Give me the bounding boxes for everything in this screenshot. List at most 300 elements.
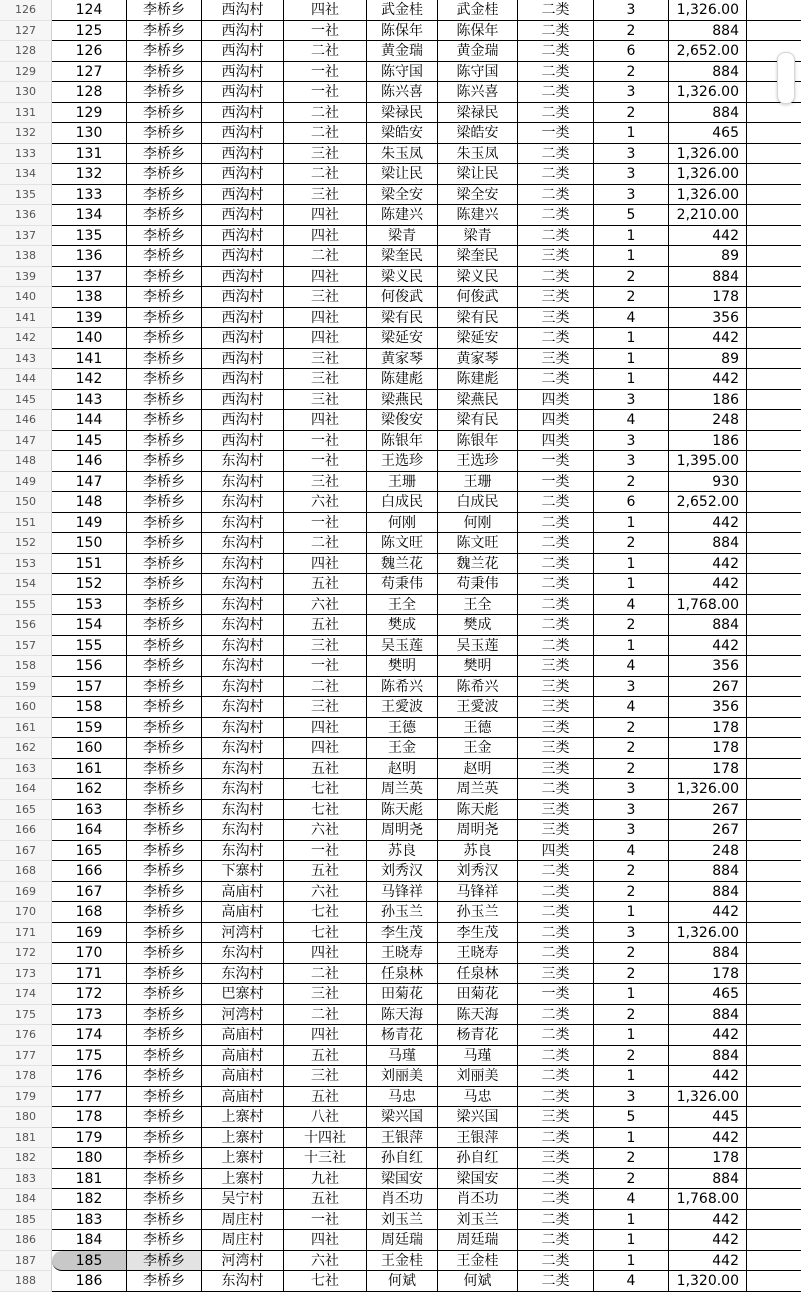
row-number-cell[interactable]: 141 — [52, 349, 127, 370]
table-row[interactable] — [0, 533, 801, 554]
amount-cell[interactable]: 884 — [669, 267, 747, 288]
category-cell[interactable]: 二类 — [518, 882, 594, 903]
row-header[interactable]: 129 — [0, 62, 52, 83]
category-cell[interactable]: 三类 — [518, 287, 594, 308]
empty-cell[interactable] — [747, 308, 801, 329]
payee-cell[interactable]: 何斌 — [438, 1271, 518, 1292]
village-cell[interactable]: 高庙村 — [202, 1046, 284, 1067]
count-cell[interactable]: 1 — [594, 349, 669, 370]
count-cell[interactable]: 1 — [594, 1210, 669, 1231]
village-cell[interactable]: 西沟村 — [202, 431, 284, 452]
empty-cell[interactable] — [747, 369, 801, 390]
payee-cell[interactable]: 任泉林 — [438, 964, 518, 985]
category-cell[interactable]: 二类 — [518, 533, 594, 554]
payee-cell[interactable]: 白成民 — [438, 492, 518, 513]
table-row[interactable] — [0, 369, 801, 390]
township-cell[interactable]: 李桥乡 — [127, 267, 202, 288]
amount-cell[interactable]: 884 — [669, 21, 747, 42]
count-cell[interactable]: 6 — [594, 492, 669, 513]
village-cell[interactable]: 东沟村 — [202, 492, 284, 513]
count-cell[interactable]: 4 — [594, 1189, 669, 1210]
category-cell[interactable]: 二类 — [518, 1271, 594, 1292]
name-cell[interactable]: 赵明 — [367, 759, 438, 780]
row-header[interactable]: 182 — [0, 1148, 52, 1169]
row-header[interactable]: 187 — [0, 1251, 52, 1272]
name-cell[interactable]: 王金桂 — [367, 1251, 438, 1272]
village-cell[interactable]: 高庙村 — [202, 1087, 284, 1108]
amount-cell[interactable]: 884 — [669, 882, 747, 903]
payee-cell[interactable]: 马瑾 — [438, 1046, 518, 1067]
empty-cell[interactable] — [747, 103, 801, 124]
group-cell[interactable]: 六社 — [284, 1251, 367, 1272]
row-number-cell[interactable]: 175 — [52, 1046, 127, 1067]
table-row[interactable] — [0, 738, 801, 759]
group-cell[interactable]: 五社 — [284, 574, 367, 595]
amount-cell[interactable]: 178 — [669, 287, 747, 308]
category-cell[interactable]: 二类 — [518, 62, 594, 83]
row-header[interactable]: 169 — [0, 882, 52, 903]
payee-cell[interactable]: 陈天彪 — [438, 800, 518, 821]
township-cell[interactable]: 李桥乡 — [127, 595, 202, 616]
name-cell[interactable]: 梁义民 — [367, 267, 438, 288]
amount-cell[interactable]: 89 — [669, 349, 747, 370]
row-header[interactable]: 144 — [0, 369, 52, 390]
township-cell[interactable]: 李桥乡 — [127, 410, 202, 431]
row-number-cell[interactable]: 181 — [52, 1169, 127, 1190]
group-cell[interactable]: 二社 — [284, 533, 367, 554]
row-header[interactable]: 173 — [0, 964, 52, 985]
group-cell[interactable]: 五社 — [284, 1087, 367, 1108]
village-cell[interactable]: 西沟村 — [202, 328, 284, 349]
empty-cell[interactable] — [747, 472, 801, 493]
village-cell[interactable]: 西沟村 — [202, 62, 284, 83]
row-number-cell[interactable]: 130 — [52, 123, 127, 144]
group-cell[interactable]: 四社 — [284, 738, 367, 759]
row-header[interactable]: 166 — [0, 820, 52, 841]
row-number-cell[interactable]: 183 — [52, 1210, 127, 1231]
payee-cell[interactable]: 周廷瑞 — [438, 1230, 518, 1251]
category-cell[interactable]: 二类 — [518, 226, 594, 247]
payee-cell[interactable]: 王德 — [438, 718, 518, 739]
township-cell[interactable]: 李桥乡 — [127, 820, 202, 841]
count-cell[interactable]: 2 — [594, 738, 669, 759]
amount-cell[interactable]: 465 — [669, 123, 747, 144]
township-cell[interactable]: 李桥乡 — [127, 349, 202, 370]
amount-cell[interactable]: 884 — [669, 1169, 747, 1190]
township-cell[interactable]: 李桥乡 — [127, 1251, 202, 1272]
amount-cell[interactable]: 267 — [669, 800, 747, 821]
table-row[interactable] — [0, 1005, 801, 1026]
name-cell[interactable]: 吴玉莲 — [367, 636, 438, 657]
township-cell[interactable]: 李桥乡 — [127, 677, 202, 698]
table-row[interactable] — [0, 677, 801, 698]
township-cell[interactable]: 李桥乡 — [127, 902, 202, 923]
group-cell[interactable]: 七社 — [284, 800, 367, 821]
empty-cell[interactable] — [747, 841, 801, 862]
row-header[interactable]: 142 — [0, 328, 52, 349]
table-row[interactable] — [0, 82, 801, 103]
row-header[interactable]: 137 — [0, 226, 52, 247]
amount-cell[interactable]: 445 — [669, 1107, 747, 1128]
township-cell[interactable]: 李桥乡 — [127, 574, 202, 595]
table-row[interactable] — [0, 513, 801, 534]
name-cell[interactable]: 梁青 — [367, 226, 438, 247]
amount-cell[interactable]: 1,320.00 — [669, 1271, 747, 1292]
empty-cell[interactable] — [747, 1087, 801, 1108]
group-cell[interactable]: 三社 — [284, 349, 367, 370]
table-row[interactable] — [0, 328, 801, 349]
count-cell[interactable]: 2 — [594, 759, 669, 780]
table-row[interactable] — [0, 718, 801, 739]
empty-cell[interactable] — [747, 410, 801, 431]
village-cell[interactable]: 东沟村 — [202, 1271, 284, 1292]
table-row[interactable] — [0, 882, 801, 903]
row-header[interactable]: 126 — [0, 0, 52, 21]
row-number-cell[interactable]: 166 — [52, 861, 127, 882]
row-header[interactable]: 146 — [0, 410, 52, 431]
count-cell[interactable]: 1 — [594, 574, 669, 595]
table-row[interactable] — [0, 615, 801, 636]
group-cell[interactable]: 十四社 — [284, 1128, 367, 1149]
empty-cell[interactable] — [747, 328, 801, 349]
village-cell[interactable]: 西沟村 — [202, 82, 284, 103]
count-cell[interactable]: 2 — [594, 21, 669, 42]
table-row[interactable] — [0, 656, 801, 677]
row-header[interactable]: 130 — [0, 82, 52, 103]
row-number-cell[interactable]: 147 — [52, 472, 127, 493]
village-cell[interactable]: 西沟村 — [202, 185, 284, 206]
township-cell[interactable]: 李桥乡 — [127, 41, 202, 62]
row-number-cell[interactable]: 184 — [52, 1230, 127, 1251]
payee-cell[interactable]: 王金 — [438, 738, 518, 759]
count-cell[interactable]: 6 — [594, 41, 669, 62]
amount-cell[interactable]: 442 — [669, 1251, 747, 1272]
township-cell[interactable]: 李桥乡 — [127, 1107, 202, 1128]
payee-cell[interactable]: 陈建彪 — [438, 369, 518, 390]
table-row[interactable] — [0, 246, 801, 267]
row-number-cell[interactable]: 149 — [52, 513, 127, 534]
name-cell[interactable]: 刘秀汉 — [367, 861, 438, 882]
count-cell[interactable]: 2 — [594, 103, 669, 124]
count-cell[interactable]: 1 — [594, 123, 669, 144]
category-cell[interactable]: 三类 — [518, 1107, 594, 1128]
empty-cell[interactable] — [747, 677, 801, 698]
count-cell[interactable]: 5 — [594, 1107, 669, 1128]
empty-cell[interactable] — [747, 574, 801, 595]
village-cell[interactable]: 西沟村 — [202, 369, 284, 390]
group-cell[interactable]: 五社 — [284, 1046, 367, 1067]
village-cell[interactable]: 东沟村 — [202, 677, 284, 698]
payee-cell[interactable]: 陈文旺 — [438, 533, 518, 554]
payee-cell[interactable]: 田菊花 — [438, 984, 518, 1005]
empty-cell[interactable] — [747, 882, 801, 903]
amount-cell[interactable]: 442 — [669, 369, 747, 390]
village-cell[interactable]: 西沟村 — [202, 226, 284, 247]
group-cell[interactable]: 一社 — [284, 841, 367, 862]
table-row[interactable] — [0, 349, 801, 370]
amount-cell[interactable]: 2,652.00 — [669, 41, 747, 62]
name-cell[interactable]: 陈天彪 — [367, 800, 438, 821]
empty-cell[interactable] — [747, 697, 801, 718]
count-cell[interactable]: 4 — [594, 595, 669, 616]
row-number-cell[interactable]: 127 — [52, 62, 127, 83]
payee-cell[interactable]: 肖丕功 — [438, 1189, 518, 1210]
row-header[interactable]: 162 — [0, 738, 52, 759]
payee-cell[interactable]: 王金桂 — [438, 1251, 518, 1272]
township-cell[interactable]: 李桥乡 — [127, 369, 202, 390]
village-cell[interactable]: 西沟村 — [202, 246, 284, 267]
count-cell[interactable]: 2 — [594, 62, 669, 83]
village-cell[interactable]: 高庙村 — [202, 1025, 284, 1046]
category-cell[interactable]: 一类 — [518, 984, 594, 1005]
village-cell[interactable]: 东沟村 — [202, 759, 284, 780]
count-cell[interactable]: 4 — [594, 410, 669, 431]
row-number-cell[interactable]: 156 — [52, 656, 127, 677]
category-cell[interactable]: 二类 — [518, 1210, 594, 1231]
row-number-cell[interactable]: 162 — [52, 779, 127, 800]
row-header[interactable]: 163 — [0, 759, 52, 780]
row-number-cell[interactable]: 140 — [52, 328, 127, 349]
amount-cell[interactable]: 442 — [669, 226, 747, 247]
name-cell[interactable]: 王愛波 — [367, 697, 438, 718]
village-cell[interactable]: 东沟村 — [202, 615, 284, 636]
amount-cell[interactable]: 884 — [669, 615, 747, 636]
count-cell[interactable]: 3 — [594, 820, 669, 841]
empty-cell[interactable] — [747, 554, 801, 575]
name-cell[interactable]: 周兰英 — [367, 779, 438, 800]
township-cell[interactable]: 李桥乡 — [127, 984, 202, 1005]
count-cell[interactable]: 1 — [594, 513, 669, 534]
amount-cell[interactable]: 442 — [669, 1230, 747, 1251]
row-number-cell[interactable]: 157 — [52, 677, 127, 698]
row-number-cell[interactable]: 174 — [52, 1025, 127, 1046]
payee-cell[interactable]: 陈兴喜 — [438, 82, 518, 103]
village-cell[interactable]: 周庄村 — [202, 1230, 284, 1251]
category-cell[interactable]: 三类 — [518, 677, 594, 698]
payee-cell[interactable]: 朱玉凤 — [438, 144, 518, 165]
category-cell[interactable]: 三类 — [518, 308, 594, 329]
row-header[interactable]: 172 — [0, 943, 52, 964]
amount-cell[interactable]: 465 — [669, 984, 747, 1005]
name-cell[interactable]: 朱玉凤 — [367, 144, 438, 165]
table-row[interactable] — [0, 984, 801, 1005]
township-cell[interactable]: 李桥乡 — [127, 185, 202, 206]
row-number-cell[interactable]: 161 — [52, 759, 127, 780]
township-cell[interactable]: 李桥乡 — [127, 1189, 202, 1210]
payee-cell[interactable]: 樊成 — [438, 615, 518, 636]
amount-cell[interactable]: 1,326.00 — [669, 164, 747, 185]
row-number-cell[interactable]: 171 — [52, 964, 127, 985]
count-cell[interactable]: 3 — [594, 451, 669, 472]
row-number-cell[interactable]: 153 — [52, 595, 127, 616]
row-number-cell[interactable]: 185 — [52, 1251, 127, 1272]
empty-cell[interactable] — [747, 923, 801, 944]
row-header[interactable]: 157 — [0, 636, 52, 657]
table-row[interactable] — [0, 451, 801, 472]
township-cell[interactable]: 李桥乡 — [127, 0, 202, 21]
payee-cell[interactable]: 梁有民 — [438, 410, 518, 431]
empty-cell[interactable] — [747, 1230, 801, 1251]
township-cell[interactable]: 李桥乡 — [127, 82, 202, 103]
village-cell[interactable]: 河湾村 — [202, 1251, 284, 1272]
village-cell[interactable]: 东沟村 — [202, 513, 284, 534]
count-cell[interactable]: 3 — [594, 800, 669, 821]
count-cell[interactable]: 1 — [594, 636, 669, 657]
township-cell[interactable]: 李桥乡 — [127, 882, 202, 903]
village-cell[interactable]: 西沟村 — [202, 267, 284, 288]
township-cell[interactable]: 李桥乡 — [127, 615, 202, 636]
empty-cell[interactable] — [747, 615, 801, 636]
row-number-cell[interactable]: 145 — [52, 431, 127, 452]
table-row[interactable] — [0, 185, 801, 206]
category-cell[interactable]: 二类 — [518, 1025, 594, 1046]
table-row[interactable] — [0, 123, 801, 144]
payee-cell[interactable]: 梁延安 — [438, 328, 518, 349]
amount-cell[interactable]: 2,652.00 — [669, 492, 747, 513]
name-cell[interactable]: 王珊 — [367, 472, 438, 493]
amount-cell[interactable]: 178 — [669, 964, 747, 985]
name-cell[interactable]: 陈守国 — [367, 62, 438, 83]
group-cell[interactable]: 二社 — [284, 246, 367, 267]
row-number-cell[interactable]: 133 — [52, 185, 127, 206]
table-row[interactable] — [0, 943, 801, 964]
row-header[interactable]: 178 — [0, 1066, 52, 1087]
amount-cell[interactable]: 442 — [669, 328, 747, 349]
row-header[interactable]: 145 — [0, 390, 52, 411]
group-cell[interactable]: 一社 — [284, 82, 367, 103]
group-cell[interactable]: 一社 — [284, 451, 367, 472]
village-cell[interactable]: 西沟村 — [202, 390, 284, 411]
payee-cell[interactable]: 孙自红 — [438, 1148, 518, 1169]
count-cell[interactable]: 1 — [594, 369, 669, 390]
row-number-cell[interactable]: 172 — [52, 984, 127, 1005]
empty-cell[interactable] — [747, 820, 801, 841]
row-number-cell[interactable]: 126 — [52, 41, 127, 62]
township-cell[interactable]: 李桥乡 — [127, 451, 202, 472]
table-row[interactable] — [0, 431, 801, 452]
group-cell[interactable]: 十三社 — [284, 1148, 367, 1169]
row-header[interactable]: 151 — [0, 513, 52, 534]
township-cell[interactable]: 李桥乡 — [127, 533, 202, 554]
village-cell[interactable]: 高庙村 — [202, 882, 284, 903]
row-number-cell[interactable]: 186 — [52, 1271, 127, 1292]
table-row[interactable] — [0, 1148, 801, 1169]
count-cell[interactable]: 1 — [594, 1230, 669, 1251]
township-cell[interactable]: 李桥乡 — [127, 390, 202, 411]
row-number-cell[interactable]: 163 — [52, 800, 127, 821]
township-cell[interactable]: 李桥乡 — [127, 943, 202, 964]
name-cell[interactable]: 白成民 — [367, 492, 438, 513]
village-cell[interactable]: 吴宁村 — [202, 1189, 284, 1210]
name-cell[interactable]: 孙玉兰 — [367, 902, 438, 923]
group-cell[interactable]: 四社 — [284, 554, 367, 575]
category-cell[interactable]: 二类 — [518, 0, 594, 21]
category-cell[interactable]: 二类 — [518, 779, 594, 800]
category-cell[interactable]: 二类 — [518, 615, 594, 636]
group-cell[interactable]: 四社 — [284, 267, 367, 288]
row-header[interactable]: 171 — [0, 923, 52, 944]
row-header[interactable]: 181 — [0, 1128, 52, 1149]
row-header[interactable]: 186 — [0, 1230, 52, 1251]
empty-cell[interactable] — [747, 1189, 801, 1210]
table-row[interactable] — [0, 103, 801, 124]
empty-cell[interactable] — [747, 267, 801, 288]
group-cell[interactable]: 五社 — [284, 615, 367, 636]
group-cell[interactable]: 三社 — [284, 185, 367, 206]
village-cell[interactable]: 西沟村 — [202, 123, 284, 144]
empty-cell[interactable] — [747, 1066, 801, 1087]
township-cell[interactable]: 李桥乡 — [127, 718, 202, 739]
table-row[interactable] — [0, 554, 801, 575]
category-cell[interactable]: 二类 — [518, 369, 594, 390]
group-cell[interactable]: 五社 — [284, 759, 367, 780]
name-cell[interactable]: 马忠 — [367, 1087, 438, 1108]
group-cell[interactable]: 一社 — [284, 21, 367, 42]
village-cell[interactable]: 东沟村 — [202, 841, 284, 862]
payee-cell[interactable]: 陈希兴 — [438, 677, 518, 698]
township-cell[interactable]: 李桥乡 — [127, 287, 202, 308]
table-row[interactable] — [0, 1210, 801, 1231]
township-cell[interactable]: 李桥乡 — [127, 1230, 202, 1251]
row-number-cell[interactable]: 169 — [52, 923, 127, 944]
table-row[interactable] — [0, 287, 801, 308]
name-cell[interactable]: 陈建彪 — [367, 369, 438, 390]
count-cell[interactable]: 2 — [594, 964, 669, 985]
name-cell[interactable]: 王德 — [367, 718, 438, 739]
township-cell[interactable]: 李桥乡 — [127, 636, 202, 657]
group-cell[interactable]: 六社 — [284, 492, 367, 513]
township-cell[interactable]: 李桥乡 — [127, 21, 202, 42]
township-cell[interactable]: 李桥乡 — [127, 1271, 202, 1292]
payee-cell[interactable]: 苟秉伟 — [438, 574, 518, 595]
amount-cell[interactable]: 248 — [669, 841, 747, 862]
row-number-cell[interactable]: 155 — [52, 636, 127, 657]
township-cell[interactable]: 李桥乡 — [127, 554, 202, 575]
category-cell[interactable]: 三类 — [518, 1148, 594, 1169]
group-cell[interactable]: 四社 — [284, 0, 367, 21]
village-cell[interactable]: 东沟村 — [202, 595, 284, 616]
village-cell[interactable]: 河湾村 — [202, 1005, 284, 1026]
count-cell[interactable]: 3 — [594, 779, 669, 800]
payee-cell[interactable]: 王银萍 — [438, 1128, 518, 1149]
count-cell[interactable]: 1 — [594, 1025, 669, 1046]
category-cell[interactable]: 四类 — [518, 841, 594, 862]
empty-cell[interactable] — [747, 595, 801, 616]
name-cell[interactable]: 杨青花 — [367, 1025, 438, 1046]
table-row[interactable] — [0, 861, 801, 882]
empty-cell[interactable] — [747, 1210, 801, 1231]
row-header[interactable]: 138 — [0, 246, 52, 267]
name-cell[interactable]: 王晓寿 — [367, 943, 438, 964]
township-cell[interactable]: 李桥乡 — [127, 246, 202, 267]
village-cell[interactable]: 西沟村 — [202, 103, 284, 124]
empty-cell[interactable] — [747, 1046, 801, 1067]
row-header[interactable]: 136 — [0, 205, 52, 226]
name-cell[interactable]: 李生茂 — [367, 923, 438, 944]
name-cell[interactable]: 何俊武 — [367, 287, 438, 308]
village-cell[interactable]: 上寨村 — [202, 1107, 284, 1128]
village-cell[interactable]: 西沟村 — [202, 287, 284, 308]
amount-cell[interactable]: 884 — [669, 103, 747, 124]
table-row[interactable] — [0, 841, 801, 862]
amount-cell[interactable]: 442 — [669, 554, 747, 575]
category-cell[interactable]: 二类 — [518, 144, 594, 165]
count-cell[interactable]: 2 — [594, 287, 669, 308]
group-cell[interactable]: 三社 — [284, 636, 367, 657]
township-cell[interactable]: 李桥乡 — [127, 738, 202, 759]
table-row[interactable] — [0, 964, 801, 985]
category-cell[interactable]: 二类 — [518, 595, 594, 616]
